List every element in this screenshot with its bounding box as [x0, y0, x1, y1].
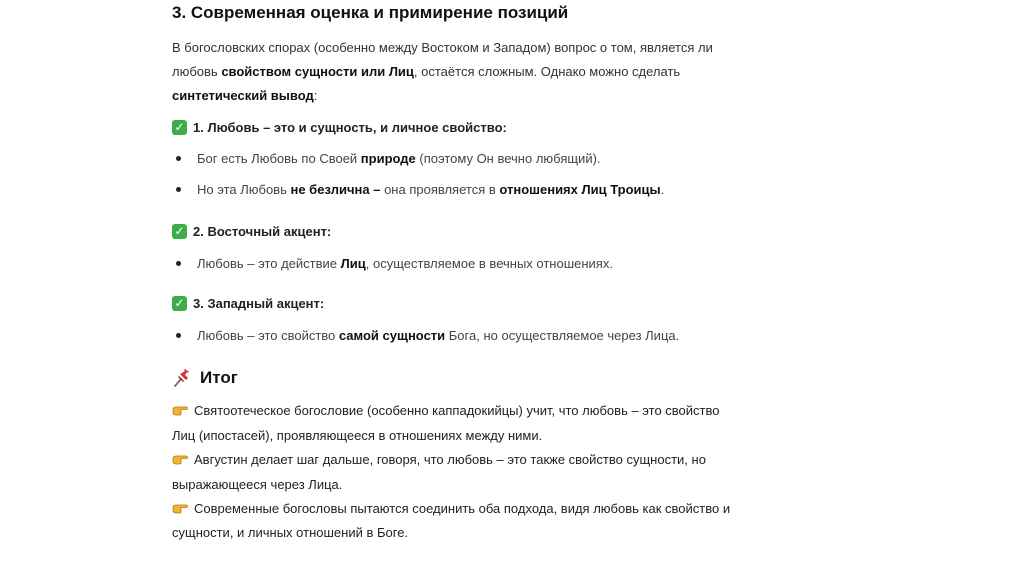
list-item: Любовь – это свойство самой сущности Бога, но осуществляемое через Лица. [176, 328, 679, 343]
pointing-hand-icon [172, 502, 188, 514]
bullet-dot [176, 261, 181, 266]
checkmark-icon: ✓ [172, 296, 187, 311]
intro-line-1: В богословских спорах (особенно между Востоком и Западом) вопрос о том, является ли [172, 40, 713, 55]
summary-line: Августин делает шаг дальше, говоря, что любовь – это также свойство сущности, но [172, 448, 706, 472]
intro-line-3: синтетический вывод: [172, 88, 318, 103]
summary-line: выражающееся через Лица. [172, 477, 343, 492]
summary-line: Святоотеческое богословие (особенно каппадокийцы) учит, что любовь – это свойство [172, 399, 719, 423]
bullet-dot [176, 156, 181, 161]
summary-line: сущности, и личных отношений в Боге. [172, 525, 409, 540]
list-item: Но эта Любовь не безлична – она проявляется в отношениях Лиц Троицы. [176, 182, 664, 197]
list-item: Бог есть Любовь по Своей природе (поэтому Он вечно любящий). [176, 151, 601, 166]
bullet-dot [176, 333, 181, 338]
summary-heading: Итог [172, 368, 238, 388]
summary-line: Лиц (ипостасей), проявляющееся в отношениях между ними. [172, 428, 543, 443]
point-3-heading: ✓ 3. Западный акцент: [172, 296, 324, 311]
summary-line: Современные богословы пытаются соединить оба подхода, видя любовь как свойство и [172, 497, 730, 521]
list-item: Любовь – это действие Лиц, осуществляемое в вечных отношениях. [176, 256, 613, 271]
point-2-heading: ✓ 2. Восточный акцент: [172, 224, 331, 239]
pushpin-icon [172, 368, 192, 388]
pointing-hand-icon [172, 453, 188, 465]
checkmark-icon: ✓ [172, 120, 187, 135]
checkmark-icon: ✓ [172, 224, 187, 239]
intro-line-2: любовь свойством сущности или Лиц, остаётся сложным. Однако можно сделать [172, 64, 681, 79]
section-heading: 3. Современная оценка и примирение позиций [172, 3, 569, 22]
bullet-dot [176, 187, 181, 192]
pointing-hand-icon [172, 404, 188, 416]
point-1-heading: ✓ 1. Любовь – это и сущность, и личное свойство: [172, 120, 507, 135]
